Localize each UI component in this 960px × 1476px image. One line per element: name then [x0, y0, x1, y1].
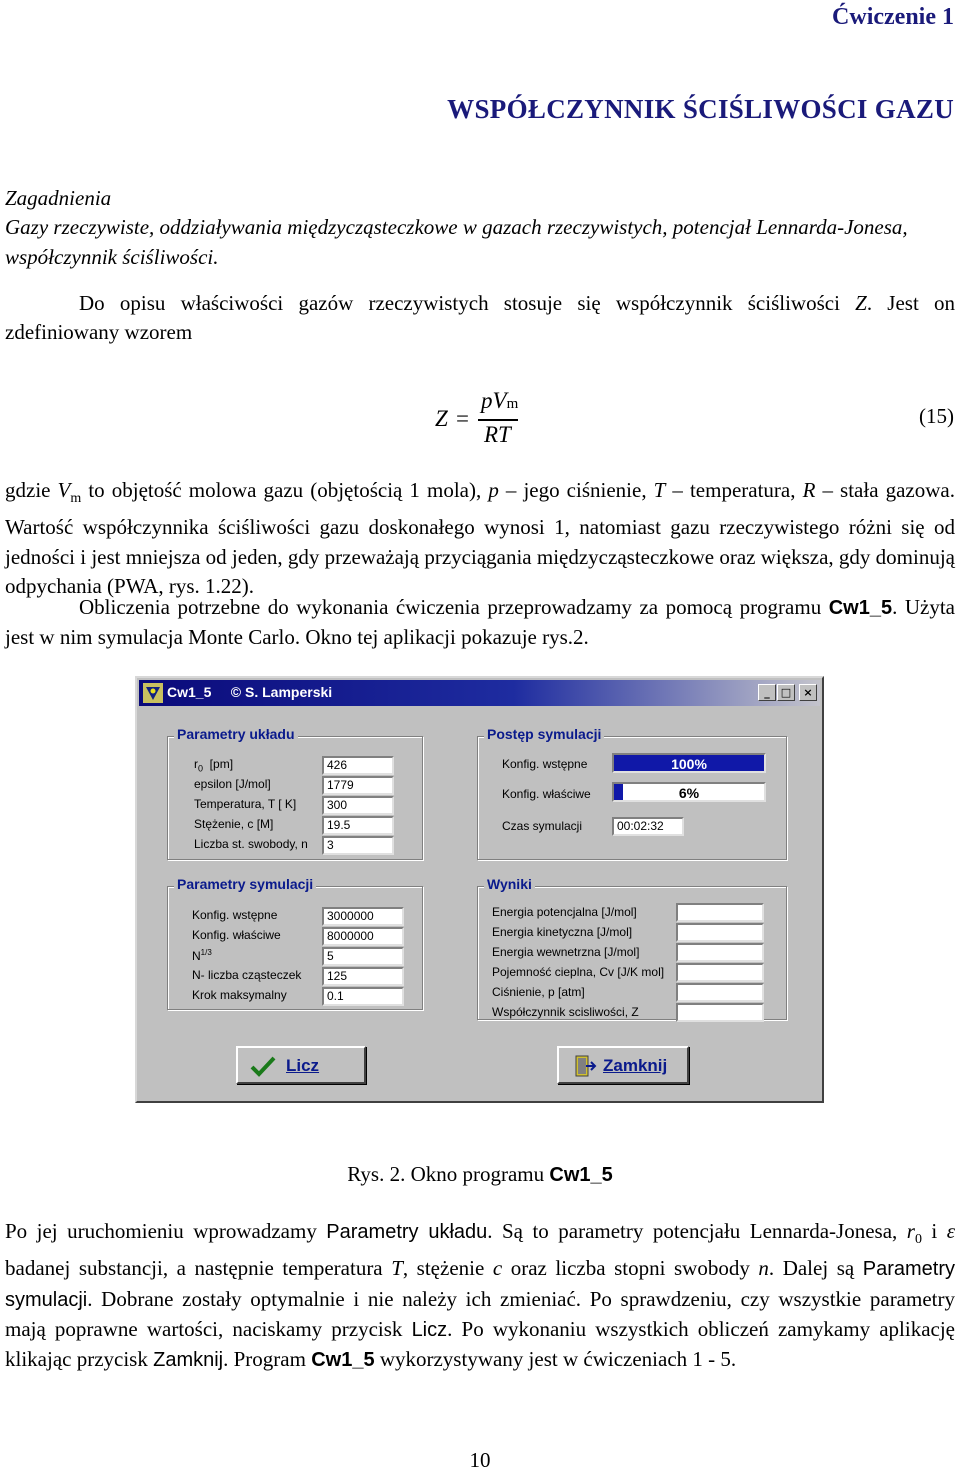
app-window — [135, 676, 824, 1103]
results-label: Wyniki — [484, 876, 535, 892]
topics-block — [5, 184, 955, 272]
dof-input[interactable]: 3 — [322, 836, 394, 855]
param-label-concentration: Stężenie, c [M] — [194, 817, 274, 831]
figure-caption: Rys. 2. Okno programu Cw1_5 — [347, 1162, 613, 1186]
exit-door-icon — [573, 1054, 597, 1078]
sim-label-n-cuberoot: $N^{1/3}$ — [192, 948, 212, 963]
result-label-pressure: Ciśnienie, p [atm] — [492, 985, 585, 999]
own-config-progress — [612, 782, 766, 802]
caption-program: Cw1_5 — [549, 1164, 613, 1186]
app-icon — [143, 683, 163, 703]
results-group — [477, 876, 787, 1020]
zamknij-button-label: Zamknij — [603, 1056, 668, 1075]
page-number: 10 — [469, 1448, 491, 1472]
system-params-group — [167, 726, 423, 860]
temperature-input[interactable]: 300 — [322, 796, 394, 815]
potential-energy-output — [676, 903, 764, 922]
initial-config-percent: 100% — [671, 756, 707, 772]
sim-label-molecules: N- liczba cząsteczek — [192, 968, 302, 982]
own-config-input[interactable]: 8000000 — [322, 927, 404, 946]
formula-lhs: Z — [435, 406, 448, 431]
sim-label-max-step: Krok maksymalny — [192, 988, 287, 1002]
sim-label-initial: Konfig. wstępne — [192, 908, 278, 922]
own-config-label: Konfig. właściwe — [502, 787, 591, 801]
max-step-input[interactable]: 0.1 — [322, 987, 404, 1006]
fraction-bar — [478, 419, 518, 421]
topics-heading: Zagadnienia — [5, 186, 112, 210]
licz-button[interactable] — [236, 1046, 366, 1084]
heat-capacity-output — [676, 963, 764, 982]
progress-label: Postęp symulacji — [484, 726, 604, 742]
window-titlebar[interactable] — [139, 680, 820, 706]
definitions-paragraph: gdzie $V_m$ to objętość molowa gazu (objętością 1 mola), p – jego ciśnienie, T – temperatura, R – stała gazowa. Wartość współczynnika ściśliwości gazu doskonałego wynosi 1, natomiast gazu rzeczywistego różni się od jedności i jest mniejsza od jeden, gdy przeważają przyciągania międzycząsteczkowe oraz większa, gdy dominują odpychania (PWA, rys. 1.22). — [5, 478, 955, 599]
formula-denominator: RT — [484, 422, 511, 447]
formula-equals: = — [456, 406, 469, 431]
progress-group — [477, 726, 787, 860]
initial-config-label: Konfig. wstępne — [502, 757, 588, 771]
epsilon-input[interactable]: 1779 — [322, 776, 394, 795]
intro-paragraph: Do opisu właściwości gazów rzeczywistych stosuje się współczynnik ściśliwości Z. Jest on zdefiniowany wzorem — [5, 291, 956, 345]
z-output — [676, 1003, 764, 1022]
formula-numerator: pVm — [481, 388, 519, 413]
program-name: Cw1_5 — [828, 597, 893, 619]
topics-text: Gazy rzeczywiste, oddziaływania międzycząsteczkowe w gazach rzeczywistych, potencjał Lennarda-Jonesa, współczynnik ściśliwości. — [5, 215, 908, 269]
system-params-label: Parametry układu — [174, 726, 298, 742]
n-cuberoot-input[interactable]: 5 — [322, 947, 404, 966]
result-label-internal: Energia wewnetrzna [J/mol] — [492, 945, 640, 959]
sim-time-label: Czas symulacji — [502, 819, 583, 833]
close-window-button[interactable]: × — [799, 684, 817, 701]
molecules-input[interactable]: 125 — [322, 967, 404, 986]
own-config-percent: 6% — [678, 785, 700, 801]
zamknij-button[interactable] — [557, 1046, 689, 1084]
result-label-potential: Energia potencjalna [J/mol] — [492, 905, 637, 919]
pressure-output — [676, 983, 764, 1002]
compressibility-formula — [430, 384, 550, 454]
initial-config-progress — [612, 753, 766, 773]
ok-check-icon — [250, 1054, 276, 1078]
maximize-button[interactable]: □ — [777, 684, 795, 701]
result-label-kinetic: Energia kinetyczna [J/mol] — [492, 925, 633, 939]
window-title: Cw1_5 © S. Lamperski — [167, 684, 333, 700]
instructions-paragraph: Po jej uruchomieniu wprowadzamy Parametry układu. Są to parametry potencjału Lennarda-Jonesa, $r_0$ i ε badanej substancji, a następnie temperatura T, stężenie c oraz liczba stopni swobody n. Dalej są Parametry symulacji. Dobrane zostały optymalnie i nie należy ich zmieniać. Po sprawdzeniu, czy wszystkie parametry mają poprawne wartości, naciskamy przycisk Licz. Po wykonaniu wszystkich obliczeń zamykamy aplikację klikając przycisk Zamknij. Program Cw1_5 wykorzystywany jest w ćwiczeniach 1 - 5. — [5, 1219, 956, 1372]
param-label-epsilon: epsilon [J/mol] — [194, 777, 271, 791]
initial-config-input[interactable]: 3000000 — [322, 907, 404, 926]
page-title: WSPÓŁCZYNNIK ŚCIŚLIWOŚCI GAZU — [447, 94, 954, 124]
result-label-z: Współczynnik scisliwości, Z — [492, 1005, 639, 1019]
r0-input[interactable]: 426 — [322, 756, 394, 775]
minimize-button[interactable]: _ — [758, 684, 776, 701]
param-label-dof: Liczba st. swobody, n — [194, 837, 308, 851]
sim-params-group — [167, 876, 423, 1010]
licz-button-label: Licz — [286, 1056, 320, 1075]
calc-paragraph: Obliczenia potrzebne do wykonania ćwiczenia przeprowadzamy za pomocą programu Cw1_5. Użyta jest w nim symulacja Monte Carlo. Okno tej aplikacji pokazuje rys.2. — [5, 595, 955, 650]
kinetic-energy-output — [676, 923, 764, 942]
equation-number: (15) — [919, 404, 954, 428]
param-label-r0: $r_0$ [pm] — [194, 757, 234, 774]
concentration-input[interactable]: 19.5 — [322, 816, 394, 835]
chapter-label: Ćwiczenie 1 — [832, 4, 954, 30]
sim-label-own: Konfig. właściwe — [192, 928, 281, 942]
sim-time-display: 00:02:32 — [612, 817, 684, 836]
sim-params-label: Parametry symulacji — [174, 876, 316, 892]
internal-energy-output — [676, 943, 764, 962]
param-label-temperature: Temperatura, T [ K] — [194, 797, 297, 811]
result-label-heat-capacity: Pojemność cieplna, Cv [J/K mol] — [492, 965, 665, 979]
